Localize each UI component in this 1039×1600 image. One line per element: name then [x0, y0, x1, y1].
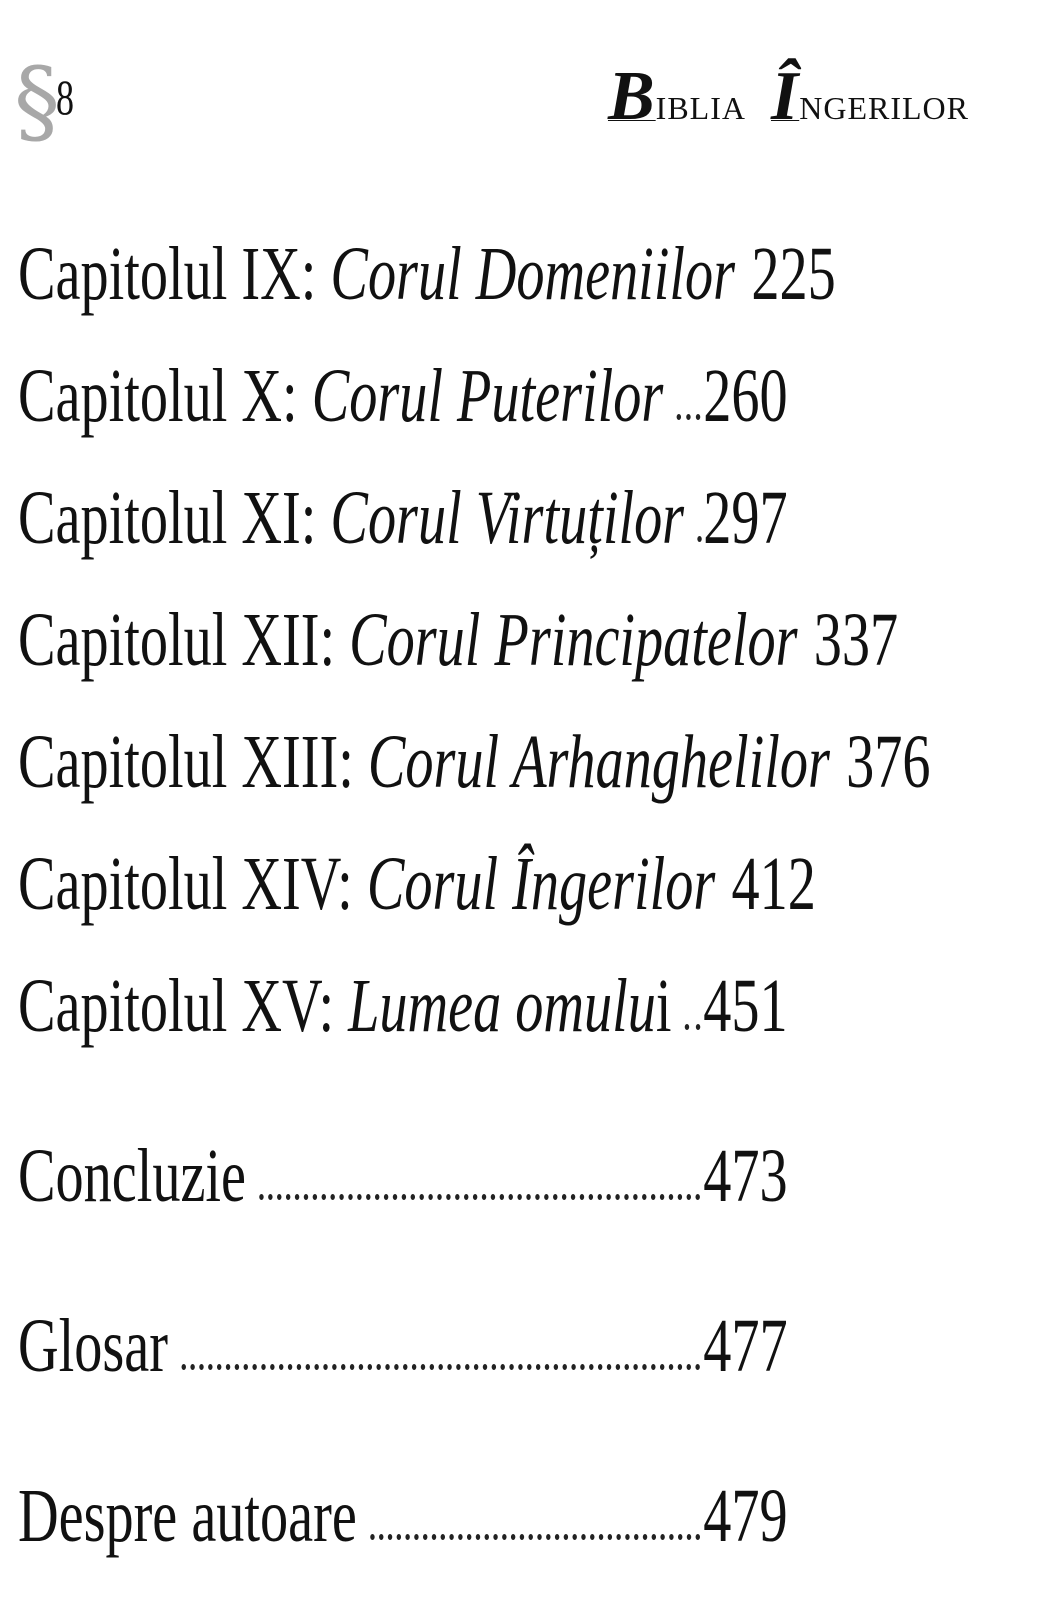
toc-entry-page: 451	[703, 964, 788, 1048]
toc-entry[interactable]	[18, 842, 816, 926]
toc-entry-title	[18, 600, 798, 680]
page-number: 8	[56, 69, 74, 125]
toc-entry-prefix: Capitolul IX:	[18, 232, 331, 316]
running-title-word-2: ngerilor	[799, 78, 969, 129]
toc-entry-page: 412	[731, 842, 816, 926]
toc-entry-tail: i	[655, 964, 672, 1048]
toc-entry-page: 376	[846, 720, 931, 804]
toc-entry[interactable]	[18, 598, 899, 682]
toc-entry-page: 477	[703, 1304, 788, 1388]
toc-entry-prefix: Capitolul X:	[18, 354, 312, 438]
leader-dots	[181, 1363, 700, 1370]
section-ornament-icon: §	[14, 48, 60, 155]
toc-entry-name: Corul Puterilor	[311, 354, 664, 438]
toc-entry[interactable]	[18, 1136, 788, 1216]
running-title	[607, 58, 969, 135]
leader-dots	[697, 535, 700, 542]
toc-entry-prefix: Glosar	[18, 1304, 168, 1388]
toc-entry-title	[18, 844, 715, 924]
toc-entry-page: 473	[703, 1134, 788, 1218]
page-header	[0, 48, 1039, 166]
toc-entry-title	[18, 966, 672, 1046]
toc-entry-title	[18, 234, 735, 314]
running-title-initial-i: Î	[770, 58, 800, 135]
toc-entry-name: Lumea omulu	[348, 964, 656, 1048]
toc-entry-page: 297	[703, 476, 788, 560]
toc-entry-name: Corul Domeniilor	[330, 232, 736, 316]
toc-entry-prefix: Capitolul XII:	[18, 598, 350, 682]
toc-entry-title	[18, 356, 663, 436]
toc-entry-title	[18, 1306, 168, 1386]
toc-entry[interactable]	[18, 720, 931, 804]
toc-entry-page: 260	[703, 354, 788, 438]
toc-entry-name: Corul Virtuților	[330, 476, 685, 560]
running-title-word-1: iblia	[655, 78, 746, 129]
leader-dots	[677, 413, 701, 420]
toc-entry-prefix: Capitolul XIII:	[18, 720, 368, 804]
toc-entry[interactable]	[18, 232, 836, 316]
toc-entry-prefix: Capitolul XI:	[18, 476, 331, 560]
toc-entry-prefix: Concluzie	[18, 1134, 247, 1218]
toc-entry-name: Corul Îngerilor	[366, 842, 716, 926]
toc-entry-title	[18, 1476, 357, 1556]
toc-entry-title	[18, 1136, 246, 1216]
toc-entry-prefix: Capitolul XIV:	[18, 842, 367, 926]
toc-entry[interactable]	[18, 1476, 788, 1556]
toc-entry-title	[18, 722, 830, 802]
toc-entry-page: 479	[703, 1474, 788, 1558]
toc-entry-title	[18, 478, 684, 558]
toc-entry-prefix: Capitolul XV:	[18, 964, 349, 1048]
toc-entry-name: Corul Principatelor	[349, 598, 798, 682]
leader-dots	[370, 1533, 700, 1540]
toc-entry-name: Corul Arhanghelilor	[367, 720, 830, 804]
leader-dots	[685, 1023, 700, 1030]
toc-entry[interactable]	[18, 966, 788, 1046]
toc-entry[interactable]	[18, 478, 788, 558]
toc-entry[interactable]	[18, 1306, 788, 1386]
toc-entry-page: 225	[751, 232, 836, 316]
toc-entry-page: 337	[813, 598, 899, 682]
leader-dots	[259, 1193, 700, 1200]
toc-entry-prefix: Despre autoare	[18, 1474, 357, 1558]
running-title-initial-b: B	[607, 58, 656, 135]
toc-entry[interactable]	[18, 356, 788, 436]
